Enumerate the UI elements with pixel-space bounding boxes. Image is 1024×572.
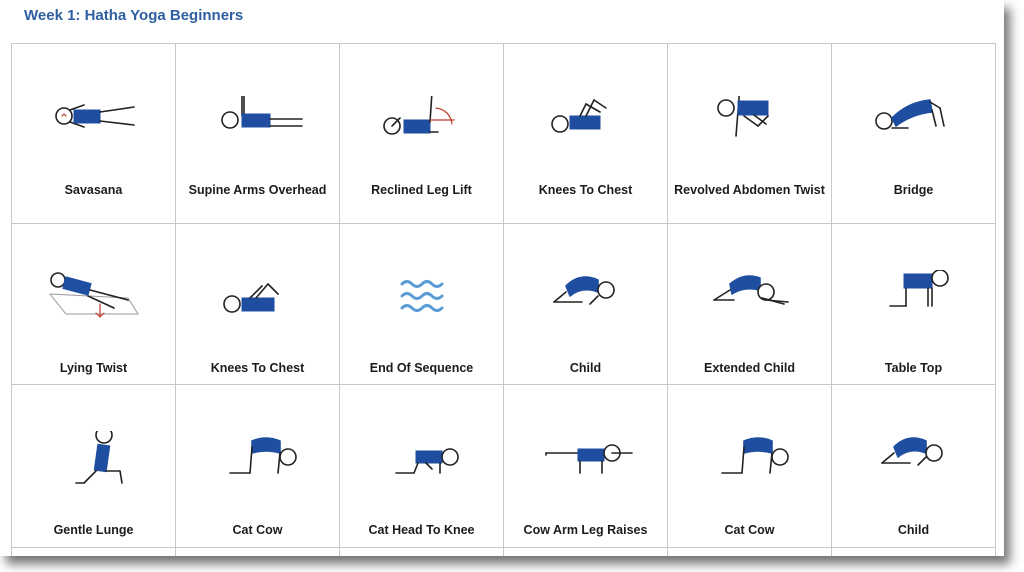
bridge-icon — [864, 96, 964, 156]
pose-label: Lying Twist — [59, 361, 128, 375]
pose-card-partial — [668, 548, 832, 556]
pose-label: End Of Sequence — [369, 361, 474, 375]
pose-label: Child — [569, 361, 602, 375]
knees-to-chest-icon — [536, 96, 636, 156]
pose-label: Savasana — [64, 183, 123, 197]
page-title: Week 1: Hatha Yoga Beginners — [24, 7, 244, 24]
pose-label: Knees To Chest — [210, 361, 305, 375]
cat-head-to-knee-icon — [372, 431, 472, 491]
supine-arms-overhead-icon — [208, 96, 308, 156]
cat-cow-icon — [700, 431, 800, 491]
pose-card-extended-child[interactable] — [668, 224, 832, 385]
pose-card-partial — [832, 548, 996, 556]
pose-card-knees-to-chest-2[interactable] — [176, 224, 340, 385]
pose-label: Table Top — [884, 361, 943, 375]
pose-card-supine-arms-overhead[interactable] — [176, 44, 340, 224]
pose-label: Reclined Leg Lift — [371, 183, 472, 197]
pose-card-partial — [176, 548, 340, 556]
pose-label: Cat Cow — [724, 523, 775, 537]
pose-card-reclined-leg-lift[interactable] — [340, 44, 504, 224]
end-of-sequence-waves-icon — [372, 270, 472, 330]
pose-label: Revolved Abdomen Twist — [674, 183, 825, 197]
pose-card-bridge[interactable] — [832, 44, 996, 224]
pose-card-table-top[interactable] — [832, 224, 996, 385]
pose-label: Gentle Lunge — [53, 523, 134, 537]
pose-card-cow-arm-leg-raises[interactable] — [504, 385, 668, 548]
revolved-abdomen-twist-icon — [700, 96, 800, 156]
table-top-icon — [864, 270, 964, 330]
pose-card-cat-head-to-knee[interactable] — [340, 385, 504, 548]
pose-label: Child — [897, 523, 930, 537]
cat-cow-icon — [208, 431, 308, 491]
pose-card-partial — [340, 548, 504, 556]
child-pose-icon — [536, 270, 636, 330]
extended-child-icon — [700, 270, 800, 330]
knees-to-chest-icon — [208, 270, 308, 330]
savasana-icon — [44, 96, 144, 156]
pose-card-child-2[interactable] — [832, 385, 996, 548]
reclined-leg-lift-icon — [372, 96, 472, 156]
pose-card-child[interactable] — [504, 224, 668, 385]
gentle-lunge-icon — [44, 431, 144, 491]
pose-card-revolved-abdomen-twist[interactable] — [668, 44, 832, 224]
pose-card-end-of-sequence[interactable] — [340, 224, 504, 385]
pose-card-lying-twist[interactable] — [12, 224, 176, 385]
pose-label: Extended Child — [704, 361, 795, 375]
pose-label: Cat Head To Knee — [368, 523, 475, 537]
pose-card-savasana[interactable] — [12, 44, 176, 224]
pose-card-cat-cow[interactable] — [176, 385, 340, 548]
pose-label: Cow Arm Leg Raises — [523, 523, 648, 537]
pose-label: Supine Arms Overhead — [188, 183, 327, 197]
pose-label: Cat Cow — [232, 523, 283, 537]
pose-card-partial — [12, 548, 176, 556]
pose-card-partial — [504, 548, 668, 556]
lying-twist-icon — [44, 270, 144, 330]
child-pose-icon — [864, 431, 964, 491]
pose-label: Bridge — [893, 183, 934, 197]
pose-label: Knees To Chest — [538, 183, 633, 197]
cow-arm-leg-raises-icon — [536, 431, 636, 491]
pose-card-gentle-lunge[interactable] — [12, 385, 176, 548]
pose-card-cat-cow-2[interactable] — [668, 385, 832, 548]
pose-grid — [11, 43, 996, 556]
pose-card-knees-to-chest[interactable] — [504, 44, 668, 224]
